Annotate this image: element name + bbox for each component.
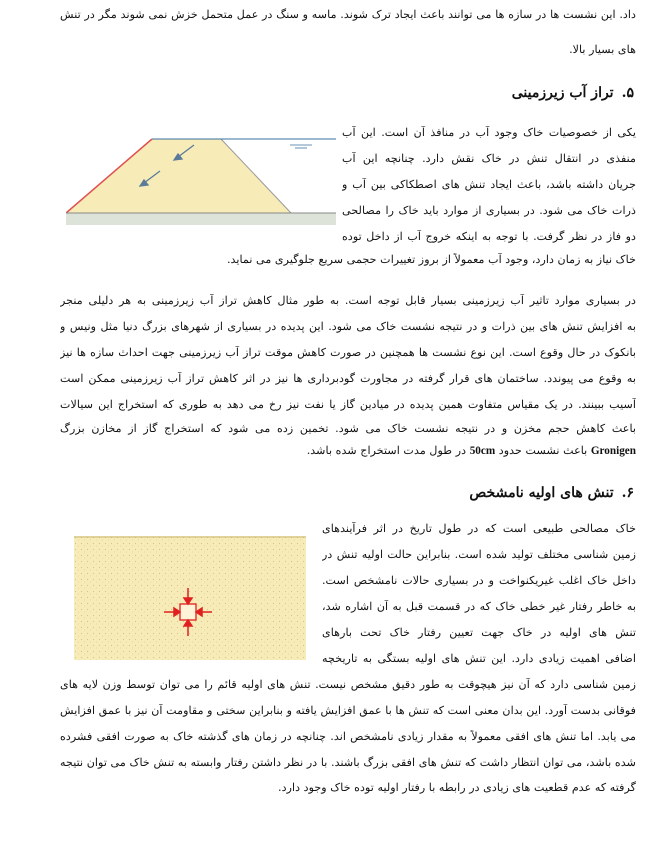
section-6-line-1: خاک مصالحی طبیعی است که در طول تاریخ در اثر فرآیندهای [322, 522, 636, 535]
intro-line-2: های بسیار بالا. [569, 43, 636, 56]
section-5-para2-line-2: به افزایش تنش های بین ذرات و در نتیجه نشست خاک می شود. این پدیده در بسیاری از شهرهای بزرگ دنیا مثل ونیس و [60, 320, 636, 333]
section-5-para2-last-line: Gronigen باعث نشست حدود 50cm در طول مدت استخراج شده باشد. [306, 444, 636, 457]
intro-line-1: داد. این نشست ها در سازه ها می توانند باعث ایجاد ترک شوند. ماسه و سنگ در عمل متحمل خزش نمی شوند مگر در تنش [60, 8, 636, 21]
soil-stress-figure [74, 536, 306, 660]
section-6-line-7: زمین شناسی دارد که آن نیز هیچوقت به طور دقیق مشخص نیست. تنش های اولیه قائم را می توان توسط وزن لایه های [60, 678, 636, 691]
section-6-title: تنش های اولیه نامشخص [469, 485, 614, 501]
section-6-line-3: داخل خاک اغلب غیریکنواخت و در بسیاری حالات نامشخص است. [322, 574, 636, 587]
section-5-line-1: یکی از خصوصیات خاک وجود آب در منافذ آن است. این آب [342, 126, 636, 139]
section-6-line-10: شده باشد، می توان انتظار داشت که تنش های افقی بزرگ باشند. با در نظر داشتن رفتار وابسته به تنش خاک می توان نتیجه [60, 756, 636, 769]
soil-element [180, 604, 196, 620]
section-5-para2-line-5: آسیب ببینند. در یک مقیاس متفاوت همین پدیده در میادین گاز یا نفت نیز رخ می دهد به طوری که استخراج این سیالات [60, 398, 636, 411]
section-5-line-5: دو فاز در نظر گرفت. با توجه به اینکه خروج آب از داخل توده [342, 230, 636, 243]
section-6-heading [469, 484, 634, 502]
section-5-line-2: منفذی در انتقال تنش در خاک نقش دارد. چنانچه این آب [342, 152, 636, 165]
section-5-para2-line-1: در بسیاری موارد تاثیر آب زیرزمینی بسیار قابل توجه است. به طور مثال کاهش تراز آب زیرزمینی به هر دلیلی منجر [60, 294, 636, 307]
section-5-line-4: ذرات خاک می شود. در بسیاری از موارد باید خاک را مصالحی [342, 204, 636, 217]
section-5-para2-line-3: بانکوک در حال وقوع است. این نوع نشست ها همچنین در صورت کاهش موقت تراز آب زیرزمینی جهت احداث سازه ها نیز [60, 346, 636, 359]
section-6-number: ۶. [621, 485, 634, 501]
section-6-line-11: گرفته که عدم قطعیت های زیادی در رابطه با رفتار اولیه توده خاک وجود دارد. [278, 781, 636, 794]
section-6-line-4: به خاطر رفتار غیر خطی خاک که در قسمت قبل به آن اشاره شد، [322, 600, 636, 613]
section-5-para2-line-6: باعث کاهش حجم مخزن و در نتیجه نشست خاک می شود. تخمین زده می شود که استخراج گاز از مخازن بزرگ [60, 422, 636, 435]
section-6-line-6: اضافی اهمیت زیادی دارد. این تنش های اولیه بستگی به تاریخچه [322, 652, 636, 665]
section-5-title: تراز آب زیرزمینی [511, 85, 614, 101]
embankment-figure [66, 133, 336, 228]
settlement-amount: 50cm [469, 445, 496, 457]
section-5-para2-line-4: به وقوع می پیوندد. ساختمان های قرار گرفته در مجاورت گودبرداری ها نیز در اثر کاهش تراز آب زیرزمینی ممکن است [60, 372, 636, 385]
ground-layer [66, 213, 336, 225]
section-5-heading [512, 84, 634, 102]
section-6-line-5: تنش های اولیه در خاک جهت تعیین رفتار خاک تحت بارهای [322, 626, 636, 639]
embankment-body [66, 139, 291, 213]
section-5-line-6: خاک نیاز به زمان دارد، وجود آب معمولاً از بروز تغییرات حجمی سریع جلوگیری می نماید. [226, 253, 636, 266]
gronigen-term: Gronigen [590, 445, 636, 457]
section-5-number: ۵. [621, 85, 634, 101]
section-5-line-3: جریان داشته باشد، باعث ایجاد تنش های اصطکاکی بین آب و [342, 178, 636, 191]
section-6-line-9: می یابد. اما تنش های افقی معمولاً به مقدار زیادی نامشخص اند. چنانچه در زمان های گذشته خاک به صورت افقی فشرده [60, 730, 636, 743]
section-6-line-2: زمین شناسی مختلف تولید شده است. بنابراین حالت اولیه تنش در [322, 548, 636, 561]
section-6-line-8: فوقانی بدست آورد. این بدان معنی است که تنش ها با عمق افزایش یافته و بنابراین سختی و مقاومت آن نیز با عمق افزایش [60, 704, 636, 717]
